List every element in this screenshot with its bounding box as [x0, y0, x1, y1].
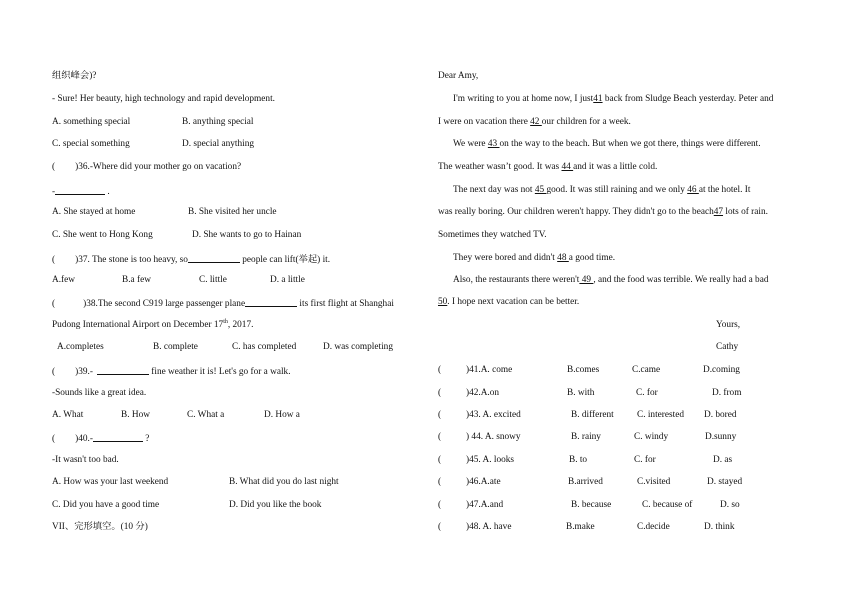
q39-option-b: B. How: [121, 410, 150, 420]
option-b: B.comes: [567, 365, 600, 375]
option-c: C. windy: [634, 432, 669, 442]
text: was really boring. Our children weren't happy. They didn't go to the beach: [438, 207, 714, 217]
blank-43[interactable]: 43: [487, 139, 500, 149]
option-c: C. for: [636, 388, 658, 398]
text: They were bored and didn't: [453, 253, 558, 263]
q40-option-d: D. Did you like the book: [229, 500, 322, 510]
passage-line-10: [438, 296, 579, 308]
text: back from Sludge Beach yesterday. Peter and: [602, 94, 774, 104]
question-text-end: people can lift(举起) it.: [239, 255, 331, 265]
answer-paren: (: [52, 299, 56, 309]
answer-blank[interactable]: [97, 364, 149, 375]
option-c: C.decide: [637, 522, 670, 532]
question-36-reply: [52, 184, 110, 198]
passage-line-7: Sometimes they watched TV.: [438, 230, 547, 240]
answer-paren: (: [52, 162, 56, 172]
q39-option-c: C. What a: [187, 410, 225, 420]
option-b: B.make: [566, 522, 595, 532]
question-number-option-a: )42.A.on: [466, 388, 500, 398]
text: at the hotel. It: [698, 185, 751, 195]
option-d: D. stayed: [707, 477, 743, 487]
answer-paren[interactable]: (: [438, 432, 442, 442]
option-d: D. from: [712, 388, 742, 398]
text: good. It was still raining and we only: [546, 185, 688, 195]
option-b: B. with: [567, 388, 595, 398]
text: The weather wasn’t good. It was: [438, 162, 562, 172]
question-number-option-a: )48. A. have: [466, 522, 512, 532]
question-text: )40.-: [75, 434, 93, 444]
q35-option-c: C. special something: [52, 139, 130, 149]
question-text: )39.-: [75, 367, 93, 377]
text: I'm writing to you at home now, I just: [453, 94, 594, 104]
ordinal-suffix: th: [223, 318, 228, 325]
q40-option-b: B. What did you do last night: [229, 477, 339, 487]
blank-42[interactable]: 42: [530, 117, 542, 127]
text: The next day was not: [453, 185, 535, 195]
letter-signature: Cathy: [716, 342, 739, 352]
answer-paren: (: [52, 255, 56, 265]
blank-46[interactable]: 46: [687, 185, 699, 195]
answer-paren[interactable]: (: [438, 477, 442, 487]
period: .: [105, 187, 110, 197]
q36-option-d: D. She wants to go to Hainan: [192, 230, 302, 240]
question-text: )38.The second C919 large passenger plane: [83, 299, 246, 309]
answer-paren[interactable]: (: [438, 365, 442, 375]
q39-option-a: A. What: [52, 410, 84, 420]
q37-option-a: A.few: [52, 275, 75, 285]
dash: -: [52, 187, 56, 197]
q40-option-a: A. How was your last weekend: [52, 477, 169, 487]
q35-option-b: B. anything special: [182, 117, 254, 127]
passage-line-8: [453, 252, 615, 264]
passage-line-9: [453, 274, 768, 286]
q40-option-c: C. Did you have a good time: [52, 500, 160, 510]
q35-option-d: D. special anything: [182, 139, 255, 149]
answer-paren[interactable]: (: [438, 410, 442, 420]
q38-option-a: A.completes: [57, 342, 104, 352]
question-37: [52, 252, 330, 266]
option-c: C. because of: [642, 500, 693, 510]
blank-48[interactable]: 48: [557, 253, 569, 263]
answer-blank[interactable]: [93, 431, 143, 442]
q38-option-d: D. was completing: [323, 342, 393, 352]
question-35-answer: - Sure! Her beauty, high technology and rapid development.: [52, 94, 275, 104]
q37-option-d: D. a little: [270, 275, 305, 285]
text: a good time.: [568, 253, 616, 263]
answer-blank[interactable]: [245, 296, 297, 307]
text: We were: [453, 139, 488, 149]
answer-paren: (: [52, 367, 56, 377]
letter-greeting: Dear Amy,: [438, 71, 479, 81]
answer-paren[interactable]: (: [438, 500, 442, 510]
blank-50[interactable]: 50: [438, 297, 448, 307]
question-number-option-a: ) 44. A. snowy: [466, 432, 521, 442]
option-d: D.sunny: [705, 432, 737, 442]
q38-option-b: B. complete: [153, 342, 198, 352]
blank-45[interactable]: 45: [534, 185, 547, 195]
question-text-end: fine weather it is! Let's go for a walk.: [148, 367, 291, 377]
question-35-stem-tail: 组织峰会)?: [52, 71, 97, 81]
question-text: )37. The stone is too heavy, so: [75, 255, 188, 265]
q36-option-c: C. She went to Hong Kong: [52, 230, 153, 240]
passage-line-3: [453, 138, 761, 150]
answer-blank[interactable]: [55, 184, 105, 195]
question-mark: ?: [142, 434, 150, 444]
text: I were on vacation there: [438, 117, 531, 127]
question-39: [52, 364, 291, 378]
option-d: D. bored: [704, 410, 737, 420]
section-heading-cloze: VII、完形填空。(10 分): [52, 522, 148, 532]
option-b: B.arrived: [568, 477, 603, 487]
option-c: C.visited: [637, 477, 671, 487]
question-38: [52, 296, 394, 310]
question-39-reply: -Sounds like a great idea.: [52, 388, 147, 398]
answer-paren: (: [52, 434, 56, 444]
option-b: B. rainy: [571, 432, 601, 442]
question-40: [52, 431, 149, 445]
option-b: B. different: [571, 410, 614, 420]
q38-option-c: C. has completed: [232, 342, 297, 352]
q39-option-d: D. How a: [264, 410, 300, 420]
answer-paren[interactable]: (: [438, 388, 442, 398]
question-number-option-a: )47.A.and: [466, 500, 504, 510]
question-number-option-a: )43. A. excited: [466, 410, 521, 420]
passage-line-5: [453, 184, 750, 196]
answer-paren[interactable]: (: [438, 455, 442, 465]
letter-closing: Yours,: [716, 320, 741, 330]
text: Pudong International Airport on December 17: [52, 320, 224, 330]
option-d: D. think: [704, 522, 735, 532]
option-b: B. to: [569, 455, 588, 465]
q36-option-b: B. She visited her uncle: [188, 207, 277, 217]
q37-option-b: B.a few: [122, 275, 151, 285]
passage-line-2: [438, 116, 631, 128]
text: on the way to the beach. But when we got there, things were different.: [499, 139, 761, 149]
option-d: D.coming: [703, 365, 740, 375]
q37-option-c: C. little: [199, 275, 227, 285]
question-40-reply: -It wasn't too bad.: [52, 455, 119, 465]
question-text-end: its first flight at Shanghai: [297, 299, 394, 309]
option-c: C. for: [634, 455, 656, 465]
option-b: B. because: [571, 500, 612, 510]
answer-paren[interactable]: (: [438, 522, 442, 532]
text: lots of rain.: [723, 207, 768, 217]
blank-49[interactable]: 49: [579, 275, 594, 285]
answer-blank[interactable]: [188, 252, 240, 263]
option-c: C. interested: [637, 410, 684, 420]
question-text: )36.-Where did your mother go on vacation?: [75, 162, 242, 172]
passage-line-1: [453, 93, 773, 105]
blank-47[interactable]: 47: [713, 207, 724, 217]
text: , and the food was terrible. We really had a bad: [593, 275, 769, 285]
q35-option-a: A. something special: [52, 117, 131, 127]
blank-44[interactable]: 44: [561, 162, 574, 172]
text: Also, the restaurants there weren't: [453, 275, 580, 285]
text: . I hope next vacation can be better.: [447, 297, 580, 307]
option-c: C.came: [632, 365, 661, 375]
question-38-continued: [52, 319, 253, 331]
passage-line-4: [438, 161, 657, 173]
question-number-option-a: )46.A.ate: [466, 477, 501, 487]
question-number-option-a: )45. A. looks: [466, 455, 515, 465]
option-d: D. as: [713, 455, 733, 465]
q36-option-a: A. She stayed at home: [52, 207, 136, 217]
passage-line-6: [438, 206, 768, 218]
option-d: D. so: [720, 500, 740, 510]
question-number-option-a: )41.A. come: [466, 365, 513, 375]
blank-41[interactable]: 41: [593, 94, 603, 104]
text: our children for a week.: [541, 117, 631, 127]
question-36: [52, 161, 241, 173]
text-end: , 2017.: [227, 320, 254, 330]
text: and it was a little cold.: [573, 162, 658, 172]
